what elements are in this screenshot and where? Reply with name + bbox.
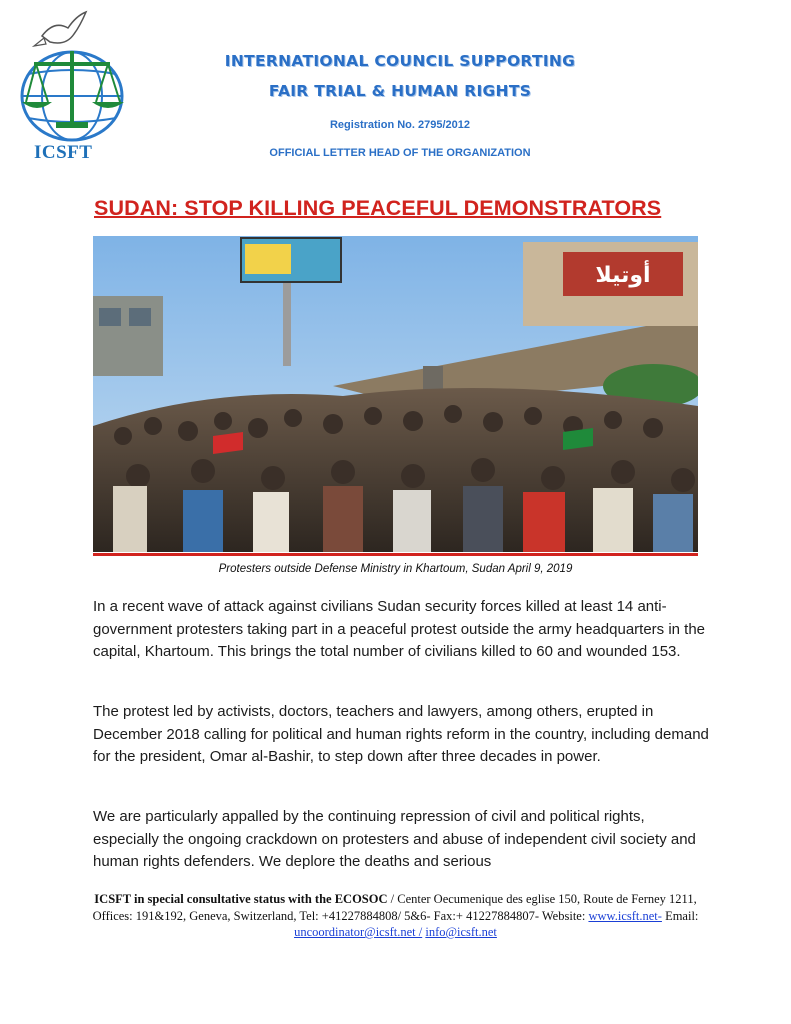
letterhead-subtitle: OFFICIAL LETTER HEAD OF THE ORGANIZATION [269,147,531,159]
footer-address: / Center Oecumenique des eglise 150, Route de Ferney 1211, Offices: 191&192, Geneva, Switzerland, Tel: +41227884808/ 5&6- Fax:+ 41227884807- Website: [92,892,697,923]
page-title: SUDAN: STOP KILLING PEACEFUL DEMONSTRATORS [94,196,662,220]
body-paragraph-3: We are particularly appalled by the continuing repression of civil and political rights, especially the ongoing crackdown on protesters and abuse of independent civil society and human rights defenders. We deplore the deaths and serious [93,808,696,870]
logo-wordmark: ICSFT [34,142,93,163]
photo-caption: Protesters outside Defense Ministry in Khartoum, Sudan April 9, 2019 [218,563,573,575]
billboard-text: أوتيلا [595,263,651,288]
body-paragraph-2: The protest led by activists, doctors, teachers and lawyers, among others, erupted in December 2018 calling for political and human rights reform in the country, including demand for the president, Omar al-Bashir, to step down after three decades in power. [93,703,709,765]
registration-number: Registration No. 2795/2012 [329,119,470,131]
website-link[interactable]: www.icsft.net- [588,908,662,923]
body-paragraph-1: In a recent wave of attack against civilians Sudan security forces killed at least 14 anti-government protesters taking part in a peaceful protest outside the army headquarters in the capital, Khartoum. This brings the total number of civilians killed to 60 and wounded 153. [93,598,706,660]
footer-contact [88,891,703,941]
organization-name-line1: INTERNATIONAL COUNCIL SUPPORTING [224,52,576,70]
footer-email-label: Email: [661,908,699,923]
protest-photo [93,236,698,552]
email-link-info[interactable]: info@icsft.net [425,925,497,939]
organization-name-line2: FAIR TRIAL & HUMAN RIGHTS [268,82,532,100]
email-link-coordinator[interactable]: uncoordinator@icsft.net / [294,925,423,939]
photo-divider [93,553,698,556]
footer-consultative-status: ICSFT in special consultative status with the ECOSOC [94,892,388,906]
